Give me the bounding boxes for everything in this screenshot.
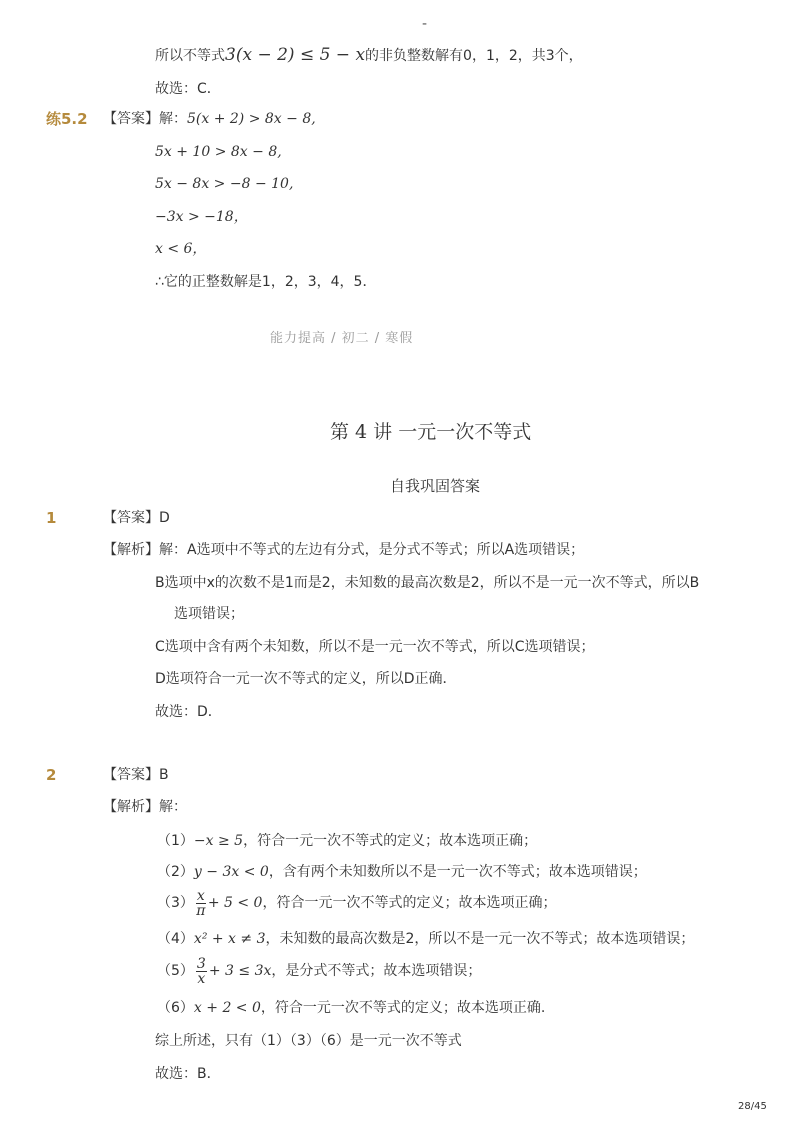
footer-text: 能力提高 / 初二 / 寒假 (270, 331, 414, 346)
q2-item-5 (157, 956, 481, 986)
lecture-title: 第 4 讲 一元一次不等式 (330, 421, 532, 443)
q2-item-6 (157, 998, 545, 1018)
question-number-2: 2 (46, 766, 57, 784)
item-math: + 5 < 0 (207, 895, 263, 911)
ex52-step-3: 5x − 8x > −8 − 10, (155, 176, 294, 192)
item-text: ，未知数的最高次数是2，所以不是一元一次不等式；故本选项错误； (265, 931, 695, 947)
item-index: （5） (157, 963, 194, 979)
ex52-conclusion: ∴它的正整数解是1，2，3，4，5． (155, 274, 377, 290)
section-title: 自我巩固答案 (390, 477, 481, 495)
ex52-step-5: x < 6， (155, 241, 207, 257)
item-index: （6） (157, 1000, 194, 1016)
item-index: （4） (157, 931, 194, 947)
item-index: （3） (157, 895, 194, 911)
answer-tag: 【答案】 (103, 767, 159, 783)
analysis-tag: 【解析】 (103, 799, 159, 815)
q1-line-5: D选项符合一元一次不等式的定义，所以D正确． (155, 671, 457, 687)
fraction (196, 889, 206, 918)
answer-tag: 【答案】 (103, 510, 159, 526)
analysis-tag: 【解析】 (103, 542, 159, 558)
ex52-intro: 解： (159, 111, 187, 127)
q1-answer (103, 508, 170, 528)
prev-line-1-math: 3(x − 2) ≤ 5 − x (225, 45, 366, 65)
item-index: （2） (157, 864, 194, 880)
prev-line-1-a: 所以不等式 (155, 48, 225, 64)
item-index: （1） (157, 833, 194, 849)
prev-line-1-b: 的非负整数解有0，1，2，共3个， (365, 48, 583, 64)
top-mark: - (422, 16, 428, 32)
q1-line-4: C选项中含有两个未知数，所以不是一元一次不等式，所以C选项错误； (155, 639, 595, 655)
item-math: −x ≥ 5 (193, 833, 244, 849)
ex52-step-1: 5(x + 2) > 8x − 8, (187, 111, 316, 127)
q1-line-6: 故选：D． (155, 704, 222, 720)
q2-intro: 解： (159, 799, 187, 815)
prev-line-2: 故选：C． (155, 81, 221, 97)
answer-tag: 【答案】 (103, 111, 159, 127)
q2-item-1 (157, 831, 537, 851)
page-number: 28/45 (738, 1101, 767, 1112)
exercise-label: 练5.2 (46, 110, 88, 128)
fraction-denominator: x (197, 970, 206, 987)
q2-answer (103, 765, 169, 785)
q2-choice: 故选：B． (155, 1066, 221, 1082)
q2-analysis-intro (103, 797, 187, 817)
item-math: y − 3x < 0 (193, 864, 269, 880)
item-text: ，符合一元一次不等式的定义；故本选项正确； (243, 833, 538, 849)
q1-answer-value: D (159, 510, 170, 526)
item-math: + 3 ≤ 3x (208, 963, 272, 979)
q1-line-3: 选项错误； (174, 606, 244, 622)
fraction-numerator: x (196, 887, 205, 904)
ex52-step-2: 5x + 10 > 8x − 8, (155, 144, 282, 160)
q1-line-2: B选项中x的次数不是1而是2，未知数的最高次数是2，所以不是一元一次不等式，所以B (155, 575, 700, 591)
fraction-denominator: π (196, 902, 206, 919)
q2-item-2 (157, 862, 647, 882)
q1-line-1: 解：A选项中不等式的左边有分式，是分式不等式；所以A选项错误； (159, 542, 585, 558)
item-text: ，符合一元一次不等式的定义；故本选项正确. (260, 1000, 546, 1016)
item-math: x² + x ≠ 3 (193, 931, 266, 947)
q2-summary: 综上所述，只有（1）（3）（6）是一元一次不等式 (155, 1033, 462, 1049)
question-number-1: 1 (46, 509, 57, 527)
item-text: ，符合一元一次不等式的定义；故本选项正确； (262, 895, 557, 911)
fraction (196, 957, 207, 986)
ex52-step-4: −3x > −18， (155, 209, 248, 225)
item-math: x + 2 < 0 (193, 1000, 261, 1016)
q2-item-4 (157, 929, 694, 949)
item-text: ，含有两个未知数所以不是一元一次不等式；故本选项错误； (268, 864, 647, 880)
prev-line-1 (155, 45, 583, 66)
ex52-answer-line (103, 109, 316, 129)
q2-answer-value: B (159, 767, 169, 783)
fraction-numerator: 3 (196, 955, 206, 972)
q1-analysis-line-1 (103, 540, 584, 560)
item-text: ，是分式不等式；故本选项错误； (271, 963, 482, 979)
q2-item-3 (157, 888, 556, 918)
